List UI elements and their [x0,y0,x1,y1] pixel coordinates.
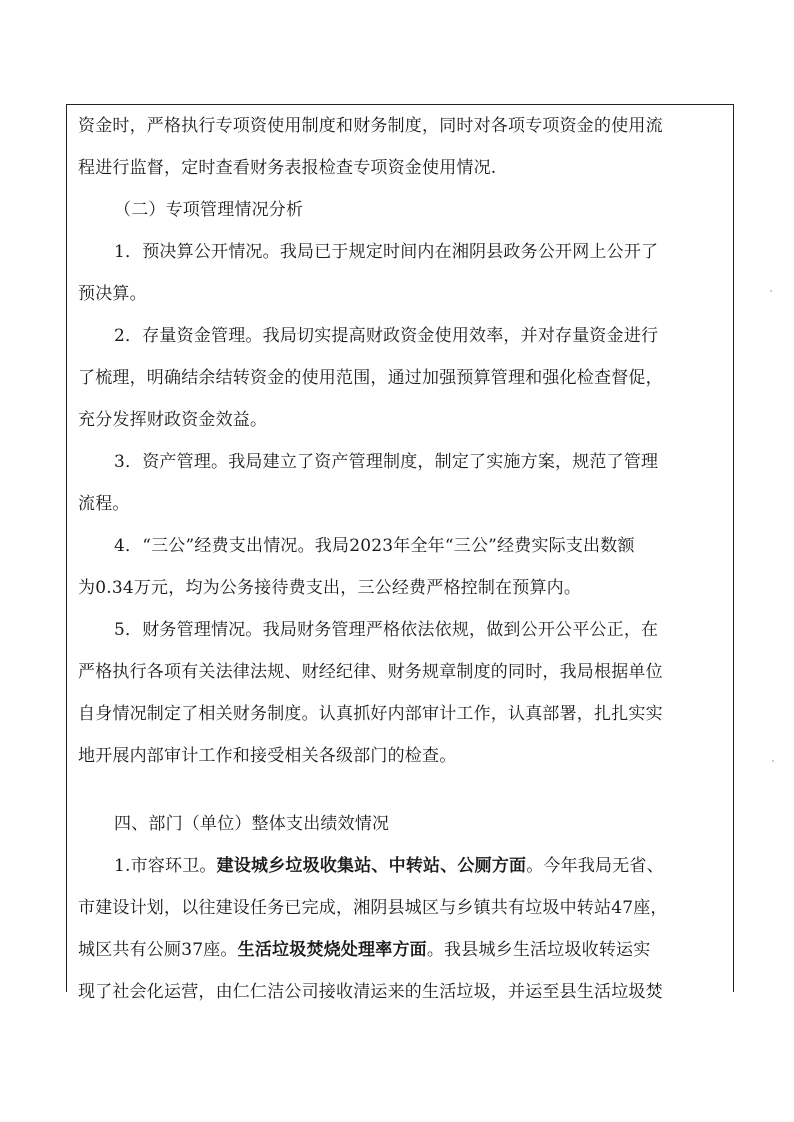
text-line-financial-management-cont-1: 严格执行各项有关法律法规、财经纪律、财务规章制度的同时，我局根据单位 [78,662,663,682]
section-heading-special-management: （二）专项管理情况分析 [114,200,304,220]
text-line-2: 程进行监督，定时查看财务表报检查专项资金使用情况. [78,158,497,178]
text-line-city-sanitation [114,850,664,882]
incineration-rate-heading: 生活垃圾焚烧处理率方面 [237,940,427,960]
text-line-city-sanitation-cont-2 [78,934,650,966]
text-line-1: 资金时，严格执行专项资使用制度和财务制度，同时对各项专项资金的使用流 [78,116,663,136]
scan-speck [770,290,772,292]
text-line-asset-management-cont: 流程。 [78,494,130,514]
text-line-budget-disclosure: 1．预决算公开情况。我局已于规定时间内在湘阴县政务公开网上公开了 [114,242,659,262]
text-line-financial-management-cont-2: 自身情况制定了相关财务制度。认真抓好内部审计工作，认真部署，扎扎实实 [78,704,663,724]
scan-speck [772,760,774,762]
text-line-financial-management-cont-3: 地开展内部审计工作和接受相关各级部门的检查。 [78,746,457,766]
text-line-asset-management: 3．资产管理。我局建立了资产管理制度，制定了实施方案，规范了管理 [114,452,659,472]
text-line-city-sanitation-cont-3: 现了社会化运营，由仁仁洁公司接收清运来的生活垃圾，并运至县生活垃圾焚 [78,982,663,1002]
city-sanitation-label: 1.市容环卫。 [114,856,217,876]
text-line-stock-funds-cont-2: 充分发挥财政资金效益。 [78,410,268,430]
text-line-city-sanitation-cont-1: 市建设计划，以往建设任务已完成，湘阴县城区与乡镇共有垃圾中转站47座， [78,898,668,918]
text-line-stock-funds: 2．存量资金管理。我局切实提高财政资金使用效率，并对存量资金进行 [114,326,659,346]
text-line-budget-disclosure-cont: 预决算。 [78,284,147,304]
text-line-three-public-expenses: 4．“三公”经费支出情况。我局2023年全年“三公”经费实际支出数额 [114,536,635,556]
text-line-financial-management: 5．财务管理情况。我局财务管理严格依法依规，做到公开公平公正，在 [114,620,659,640]
garbage-transfer-text: 。我县城乡生活垃圾收转运实 [426,940,651,960]
section-heading-overall-performance: 四、部门（单位）整体支出绩效情况 [114,814,390,834]
text-line-three-public-expenses-cont: 为0.34万元，均为公务接待费支出，三公经费严格控制在预算内。 [78,578,582,598]
public-toilet-text: 城区共有公厕37座。 [78,940,238,960]
text-line-stock-funds-cont-1: 了梳理，明确结余结转资金的使用范围，通过加强预算管理和强化检查督促， [78,368,663,388]
city-sanitation-text: 。今年我局无省、 [526,856,664,876]
collection-station-heading: 建设城乡垃圾收集站、中转站、公厕方面 [216,856,527,876]
